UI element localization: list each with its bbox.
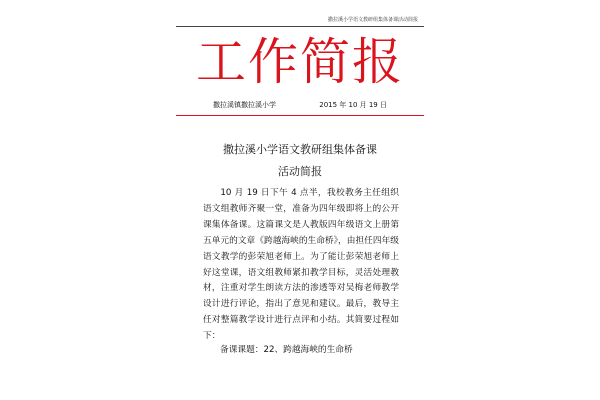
masthead-title: 工作简报 <box>196 33 404 91</box>
article-title-line1: 撒拉溪小学语文教研组集体备课 <box>223 143 377 156</box>
issue-date: 2015 年 10 月 19 日 <box>319 101 387 109</box>
article-body: 10 月 19 日下午 4 点半，我校教务主任组织语文组教师齐聚一堂，准备为四年级即将上的公开课集体备课。这篇课文是人教版四年级语文上册第五单元的文章《跨越海峡的生命桥》，由担任四年级语文教学的彭荣旭老师上。为了能让彭荣旭老师上好这堂课，语文组教师紧扣教学目标，灵活处理教材，注重对学生朗读方法的渗透等对吴梅老师教学设计进行评论，指出了意见和建议。最后，教导主任对整篇教学设计进行点评和小结。其简要过程如下： <box>203 188 399 342</box>
article-title-line2: 活动简报 <box>278 165 322 178</box>
school-name: 撒拉溪镇撒拉溪小学 <box>213 101 276 109</box>
document-page <box>176 0 424 400</box>
red-divider <box>176 115 424 116</box>
meta-row <box>213 100 387 110</box>
running-header: 撒拉溪小学语文教研组集体备课活动简报 <box>327 17 418 23</box>
header-divider <box>176 26 424 27</box>
lesson-topic: 备课课题：22、跨越海峡的生命桥 <box>220 345 353 355</box>
